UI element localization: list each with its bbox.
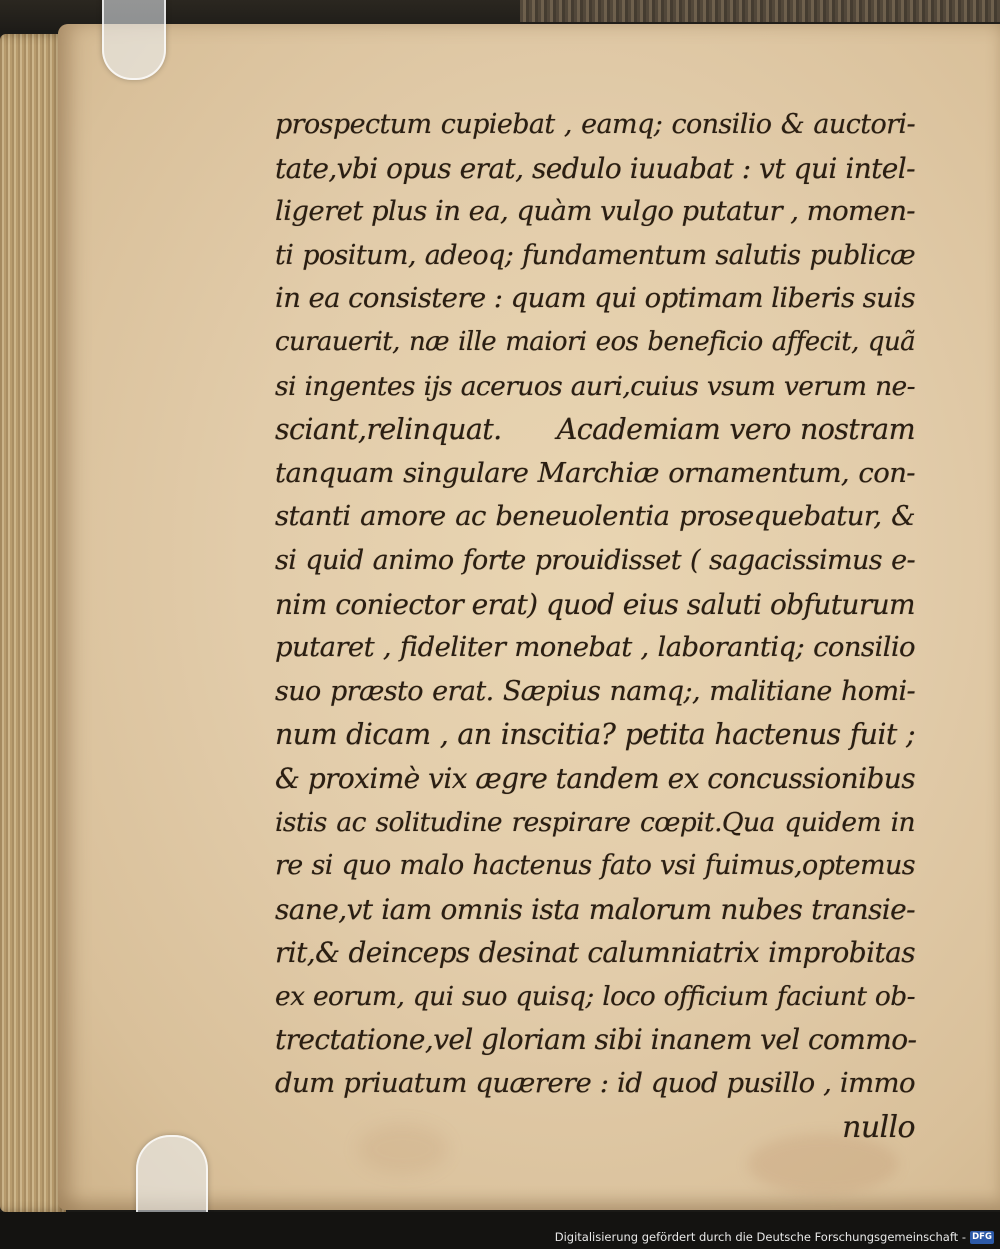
text-line: ligeret plus in ea, quàm vulgo putatur , momen- (275, 195, 915, 228)
text-line: si ingentes ijs aceruos auri,cuius vsum verum ne- (275, 370, 915, 402)
text-line: dum priuatum quærere : id quod pusillo , immo (275, 1067, 915, 1100)
catchword: nullo (842, 1109, 915, 1145)
text-line: rit,& deinceps desinat calumniatrix improbitas (275, 936, 915, 970)
book-cover-cloth (520, 0, 1000, 22)
text-line: tate,vbi opus erat, sedulo iuuabat : vt qui intel- (275, 151, 915, 185)
text-line: ti positum, adeoq; fundamentum salutis publicæ (275, 239, 915, 271)
dfg-logo-icon: DFG (970, 1231, 994, 1244)
credit-text: Digitalisierung gefördert durch die Deutsche Forschungsgemeinschaft - (554, 1230, 966, 1244)
text-line: stanti amore ac beneuolentia prosequebatur, & (275, 500, 915, 533)
page-clip-top (102, 0, 166, 80)
text-line: & proximè vix ægre tandem ex concussionibus (275, 761, 915, 795)
text-line: in ea consistere : quam qui optimam liberis suis (275, 282, 915, 315)
text-line: si quid animo forte prouidisset ( sagacissimus e- (275, 544, 915, 576)
digitization-credit (555, 1229, 994, 1245)
text-line: curauerit, næ ille maiori eos beneficio affecit, quã (275, 326, 915, 357)
text-line: re si quo malo hactenus fato vsi fuimus,optemus (275, 850, 915, 882)
text-line: sciant,relinquat. Academiam vero nostram (275, 413, 915, 447)
page-text-block (275, 103, 915, 1149)
text-line: sane,vt iam omnis ista malorum nubes transie- (275, 892, 915, 926)
text-line: ex eorum, qui suo quisq; loco officium faciunt ob- (275, 980, 915, 1012)
text-line: tanquam singulare Marchiæ ornamentum, con- (275, 456, 915, 489)
text-line: istis ac solitudine respirare cœpit.Qua quidem in (275, 806, 915, 838)
text-line: prospectum cupiebat , eamq; consilio & auctori- (275, 109, 915, 140)
text-line: num dicam , an inscitia? petita hactenus fuit ; (275, 718, 915, 752)
page-block-edge (0, 34, 66, 1212)
text-line: trectatione,vel gloriam sibi inanem vel commo- (275, 1023, 917, 1057)
text-line: putaret , fideliter monebat , laborantiq; consilio (275, 631, 915, 664)
text-line: nim coniector erat) quod eius saluti obfuturum (275, 587, 915, 621)
text-line: suo præsto erat. Sæpius namq;, malitiane homi- (275, 675, 915, 707)
